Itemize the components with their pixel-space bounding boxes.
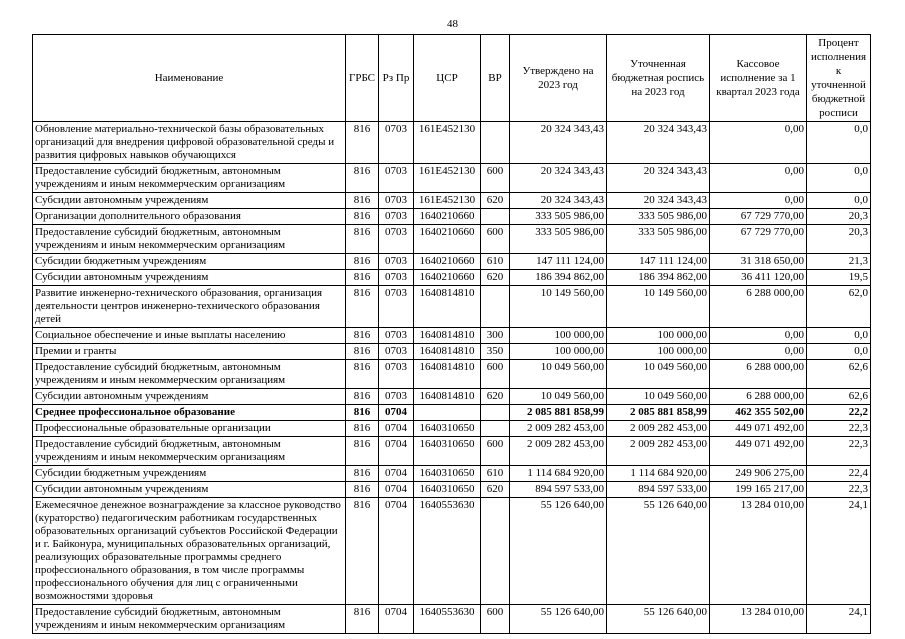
cell-refined: 55 126 640,00 [607, 605, 710, 634]
cell-vr [481, 209, 510, 225]
cell-grbs: 816 [346, 164, 379, 193]
cell-approved: 333 505 986,00 [510, 209, 607, 225]
cell-cash: 67 729 770,00 [710, 225, 807, 254]
cell-name: Субсидии автономным учреждениям [33, 389, 346, 405]
cell-csr: 161E452130 [414, 193, 481, 209]
budget-table [32, 34, 871, 634]
header-rzpr: Рз Пр [379, 35, 414, 122]
cell-csr: 1640814810 [414, 328, 481, 344]
cell-vr: 620 [481, 193, 510, 209]
table-body [33, 122, 871, 634]
cell-approved: 186 394 862,00 [510, 270, 607, 286]
cell-name: Социальное обеспечение и иные выплаты населению [33, 328, 346, 344]
cell-percent: 62,6 [807, 389, 871, 405]
cell-name: Субсидии бюджетным учреждениям [33, 466, 346, 482]
cell-csr: 161E452130 [414, 122, 481, 164]
cell-rzpr: 0704 [379, 437, 414, 466]
header-row [33, 35, 871, 122]
table-row [33, 254, 871, 270]
cell-refined: 186 394 862,00 [607, 270, 710, 286]
cell-cash: 449 071 492,00 [710, 437, 807, 466]
cell-vr: 610 [481, 254, 510, 270]
cell-vr: 600 [481, 360, 510, 389]
cell-approved: 100 000,00 [510, 328, 607, 344]
table-row [33, 405, 871, 421]
cell-rzpr: 0704 [379, 405, 414, 421]
cell-csr: 1640814810 [414, 389, 481, 405]
cell-refined: 894 597 533,00 [607, 482, 710, 498]
table-row [33, 389, 871, 405]
cell-grbs: 816 [346, 389, 379, 405]
cell-grbs: 816 [346, 344, 379, 360]
cell-cash: 31 318 650,00 [710, 254, 807, 270]
cell-name: Среднее профессиональное образование [33, 405, 346, 421]
table-row [33, 344, 871, 360]
cell-rzpr: 0703 [379, 328, 414, 344]
cell-csr: 1640210660 [414, 209, 481, 225]
cell-csr: 1640814810 [414, 286, 481, 328]
cell-csr: 161E452130 [414, 164, 481, 193]
cell-refined: 333 505 986,00 [607, 209, 710, 225]
cell-grbs: 816 [346, 254, 379, 270]
cell-name: Субсидии автономным учреждениям [33, 270, 346, 286]
cell-csr: 1640553630 [414, 605, 481, 634]
cell-vr: 620 [481, 270, 510, 286]
cell-name: Организации дополнительного образования [33, 209, 346, 225]
cell-name: Предоставление субсидий бюджетным, автономным учреждениям и иным некоммерческим организациям [33, 360, 346, 389]
cell-rzpr: 0703 [379, 225, 414, 254]
cell-percent: 22,2 [807, 405, 871, 421]
cell-refined: 10 049 560,00 [607, 389, 710, 405]
table-row [33, 360, 871, 389]
cell-cash: 249 906 275,00 [710, 466, 807, 482]
cell-refined: 10 049 560,00 [607, 360, 710, 389]
cell-grbs: 816 [346, 466, 379, 482]
cell-percent: 0,0 [807, 164, 871, 193]
header-refined: Уточненная бюджетная роспись на 2023 год [607, 35, 710, 122]
cell-grbs: 816 [346, 225, 379, 254]
cell-csr [414, 405, 481, 421]
cell-cash: 13 284 010,00 [710, 498, 807, 605]
cell-vr [481, 122, 510, 164]
cell-refined: 2 009 282 453,00 [607, 437, 710, 466]
cell-vr [481, 286, 510, 328]
cell-approved: 100 000,00 [510, 344, 607, 360]
cell-refined: 2 085 881 858,99 [607, 405, 710, 421]
cell-grbs: 816 [346, 405, 379, 421]
cell-grbs: 816 [346, 360, 379, 389]
cell-cash: 199 165 217,00 [710, 482, 807, 498]
cell-approved: 894 597 533,00 [510, 482, 607, 498]
cell-rzpr: 0703 [379, 164, 414, 193]
cell-cash: 67 729 770,00 [710, 209, 807, 225]
cell-percent: 0,0 [807, 122, 871, 164]
cell-approved: 2 009 282 453,00 [510, 421, 607, 437]
header-grbs: ГРБС [346, 35, 379, 122]
cell-approved: 10 149 560,00 [510, 286, 607, 328]
cell-approved: 10 049 560,00 [510, 389, 607, 405]
cell-vr [481, 421, 510, 437]
cell-csr: 1640310650 [414, 437, 481, 466]
cell-refined: 1 114 684 920,00 [607, 466, 710, 482]
table-row [33, 421, 871, 437]
cell-grbs: 816 [346, 437, 379, 466]
header-percent: Процент исполнения к уточненной бюджетной росписи [807, 35, 871, 122]
page-number: 48 [447, 18, 458, 30]
cell-approved: 10 049 560,00 [510, 360, 607, 389]
cell-rzpr: 0703 [379, 286, 414, 328]
cell-name: Премии и гранты [33, 344, 346, 360]
table-row [33, 482, 871, 498]
cell-vr [481, 498, 510, 605]
cell-grbs: 816 [346, 193, 379, 209]
cell-percent: 0,0 [807, 328, 871, 344]
cell-rzpr: 0703 [379, 193, 414, 209]
cell-name: Субсидии бюджетным учреждениям [33, 254, 346, 270]
cell-name: Обновление материально-технической базы образовательных организаций для внедрения цифровой образовательной среды и развития цифровых навыков обучающихся [33, 122, 346, 164]
cell-vr: 620 [481, 389, 510, 405]
cell-csr: 1640210660 [414, 254, 481, 270]
cell-name: Профессиональные образовательные организации [33, 421, 346, 437]
cell-csr: 1640310650 [414, 421, 481, 437]
cell-refined: 20 324 343,43 [607, 164, 710, 193]
cell-grbs: 816 [346, 605, 379, 634]
cell-rzpr: 0704 [379, 482, 414, 498]
cell-approved: 2 085 881 858,99 [510, 405, 607, 421]
cell-name: Развитие инженерно-технического образования, организация деятельности центров инженерно-технического образования детей [33, 286, 346, 328]
cell-approved: 2 009 282 453,00 [510, 437, 607, 466]
cell-grbs: 816 [346, 209, 379, 225]
header-name: Наименование [33, 35, 346, 122]
cell-vr: 600 [481, 225, 510, 254]
cell-vr: 350 [481, 344, 510, 360]
cell-refined: 100 000,00 [607, 328, 710, 344]
cell-vr: 300 [481, 328, 510, 344]
cell-cash: 6 288 000,00 [710, 286, 807, 328]
table-row [33, 164, 871, 193]
table-row [33, 209, 871, 225]
cell-csr: 1640210660 [414, 270, 481, 286]
cell-grbs: 816 [346, 122, 379, 164]
cell-percent: 20,3 [807, 209, 871, 225]
cell-approved: 55 126 640,00 [510, 605, 607, 634]
cell-refined: 2 009 282 453,00 [607, 421, 710, 437]
cell-cash: 36 411 120,00 [710, 270, 807, 286]
cell-refined: 20 324 343,43 [607, 122, 710, 164]
cell-rzpr: 0704 [379, 421, 414, 437]
cell-name: Предоставление субсидий бюджетным, автономным учреждениям и иным некоммерческим организациям [33, 164, 346, 193]
cell-grbs: 816 [346, 498, 379, 605]
cell-csr: 1640553630 [414, 498, 481, 605]
cell-refined: 147 111 124,00 [607, 254, 710, 270]
header-vr: ВР [481, 35, 510, 122]
cell-vr: 610 [481, 466, 510, 482]
cell-refined: 55 126 640,00 [607, 498, 710, 605]
table-row [33, 193, 871, 209]
header-cash: Кассовое исполнение за 1 квартал 2023 года [710, 35, 807, 122]
table-row [33, 437, 871, 466]
cell-rzpr: 0703 [379, 389, 414, 405]
cell-name: Субсидии автономным учреждениям [33, 193, 346, 209]
cell-percent: 0,0 [807, 344, 871, 360]
table-row [33, 605, 871, 634]
cell-percent: 21,3 [807, 254, 871, 270]
table-row [33, 225, 871, 254]
cell-approved: 147 111 124,00 [510, 254, 607, 270]
cell-percent: 22,4 [807, 466, 871, 482]
cell-rzpr: 0703 [379, 209, 414, 225]
cell-vr: 600 [481, 437, 510, 466]
cell-name: Субсидии автономным учреждениям [33, 482, 346, 498]
cell-cash: 6 288 000,00 [710, 389, 807, 405]
cell-cash: 13 284 010,00 [710, 605, 807, 634]
header-approved: Утверждено на 2023 год [510, 35, 607, 122]
cell-rzpr: 0703 [379, 360, 414, 389]
cell-grbs: 816 [346, 328, 379, 344]
cell-approved: 20 324 343,43 [510, 164, 607, 193]
cell-name: Предоставление субсидий бюджетным, автономным учреждениям и иным некоммерческим организациям [33, 225, 346, 254]
cell-percent: 62,6 [807, 360, 871, 389]
table-row [33, 286, 871, 328]
cell-cash: 0,00 [710, 328, 807, 344]
cell-rzpr: 0703 [379, 344, 414, 360]
cell-vr: 620 [481, 482, 510, 498]
table-row [33, 270, 871, 286]
table-row [33, 466, 871, 482]
table-row [33, 328, 871, 344]
cell-percent: 24,1 [807, 605, 871, 634]
cell-grbs: 816 [346, 482, 379, 498]
cell-cash: 449 071 492,00 [710, 421, 807, 437]
cell-cash: 0,00 [710, 122, 807, 164]
cell-approved: 55 126 640,00 [510, 498, 607, 605]
cell-name: Предоставление субсидий бюджетным, автономным учреждениям и иным некоммерческим организациям [33, 437, 346, 466]
cell-percent: 0,0 [807, 193, 871, 209]
cell-name: Предоставление субсидий бюджетным, автономным учреждениям и иным некоммерческим организациям [33, 605, 346, 634]
cell-vr [481, 405, 510, 421]
cell-percent: 22,3 [807, 437, 871, 466]
header-csr: ЦСР [414, 35, 481, 122]
cell-rzpr: 0704 [379, 605, 414, 634]
cell-grbs: 816 [346, 286, 379, 328]
cell-cash: 462 355 502,00 [710, 405, 807, 421]
cell-rzpr: 0704 [379, 498, 414, 605]
cell-refined: 20 324 343,43 [607, 193, 710, 209]
cell-refined: 333 505 986,00 [607, 225, 710, 254]
cell-percent: 24,1 [807, 498, 871, 605]
cell-cash: 0,00 [710, 164, 807, 193]
cell-approved: 20 324 343,43 [510, 122, 607, 164]
cell-name: Ежемесячное денежное вознаграждение за классное руководство (кураторство) педагогическим работникам государственных образовательных организаций субъектов Российской Федерации и г. Байконура, муниципальных образовательных организаций, реализующих образовательные программы среднего профессионального образования, в том числе программы профессионального обучения для лиц с ограниченными возможностями здоровья [33, 498, 346, 605]
cell-rzpr: 0704 [379, 466, 414, 482]
cell-cash: 0,00 [710, 344, 807, 360]
cell-grbs: 816 [346, 270, 379, 286]
cell-rzpr: 0703 [379, 270, 414, 286]
cell-approved: 333 505 986,00 [510, 225, 607, 254]
cell-percent: 20,3 [807, 225, 871, 254]
cell-csr: 1640310650 [414, 466, 481, 482]
cell-percent: 22,3 [807, 482, 871, 498]
cell-percent: 62,0 [807, 286, 871, 328]
cell-refined: 100 000,00 [607, 344, 710, 360]
cell-csr: 1640814810 [414, 344, 481, 360]
cell-rzpr: 0703 [379, 122, 414, 164]
cell-cash: 0,00 [710, 193, 807, 209]
cell-approved: 20 324 343,43 [510, 193, 607, 209]
cell-csr: 1640310650 [414, 482, 481, 498]
cell-approved: 1 114 684 920,00 [510, 466, 607, 482]
cell-percent: 22,3 [807, 421, 871, 437]
cell-rzpr: 0703 [379, 254, 414, 270]
cell-grbs: 816 [346, 421, 379, 437]
cell-percent: 19,5 [807, 270, 871, 286]
cell-refined: 10 149 560,00 [607, 286, 710, 328]
cell-vr: 600 [481, 164, 510, 193]
table-row [33, 122, 871, 164]
cell-csr: 1640210660 [414, 225, 481, 254]
cell-csr: 1640814810 [414, 360, 481, 389]
cell-vr: 600 [481, 605, 510, 634]
cell-cash: 6 288 000,00 [710, 360, 807, 389]
table-row [33, 498, 871, 605]
